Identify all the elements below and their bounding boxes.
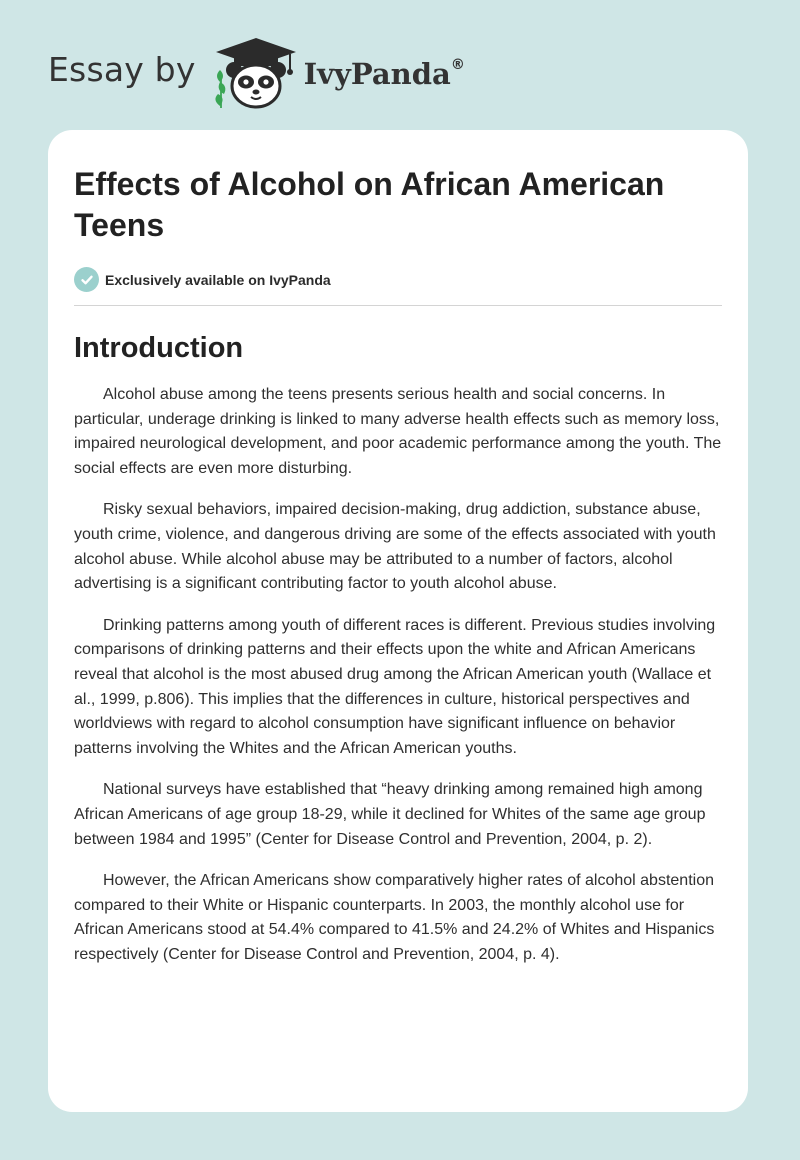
check-circle-icon <box>74 267 99 292</box>
paragraph: Drinking patterns among youth of different races is different. Previous studies involving comparisons of drinking patterns and their effects upon the white and African Americans reveal that alcohol is the most abused drug among the African American youth (Wallace et al., 1999, p.806). This implies that the differences in culture, historical perspectives and worldviews with regard to alcohol consumption have significant influence on behavior patterns involving the Whites and the African American youths. <box>74 616 716 757</box>
essay-title: Effects of Alcohol on African American Teens <box>74 166 665 243</box>
paragraph: National surveys have established that “heavy drinking among remained high among African Americans of age group 18-29, while it declined for Whites of the same age group between 1984 and 1995” (Center for Disease Control and Prevention, 2004, p. 2). <box>74 781 706 848</box>
registered-mark: ® <box>450 57 465 74</box>
exclusive-badge <box>74 267 722 306</box>
paragraph: Risky sexual behaviors, impaired decision-making, drug addiction, substance abuse, youth crime, violence, and dangerous driving are some of the effects associated with youth alcohol abuse. While alcohol abuse may be attributed to a number of factors, alcohol advertising is a significant contributing factor to youth alcohol abuse. <box>74 501 716 593</box>
paragraph: However, the African Americans show comparatively higher rates of alcohol abstention compared to their White or Hispanic counterparts. In 2003, the monthly alcohol use for African Americans stood at 54.4% compared to 41.5% and 24.2% of Whites and Hispanics respectively (Center for Disease Control and Prevention, 2004, p. 4). <box>74 872 715 963</box>
site-header <box>48 34 465 110</box>
ivypanda-logo[interactable] <box>212 34 465 110</box>
badge-text: Exclusively available on IvyPanda <box>105 271 331 288</box>
panda-graduate-icon <box>212 34 300 110</box>
essay-by-label: Essay by <box>48 49 196 89</box>
paragraph: Alcohol abuse among the teens presents serious health and social concerns. In particular, underage drinking is linked to many adverse health effects such as memory loss, impaired neurological development, and poor academic performance among the youth. The social effects are even more disturbing. <box>74 386 722 477</box>
essay-card <box>48 130 748 1112</box>
brand-name: IvyPanda® <box>303 57 465 91</box>
section-heading: Introduction <box>74 332 244 364</box>
